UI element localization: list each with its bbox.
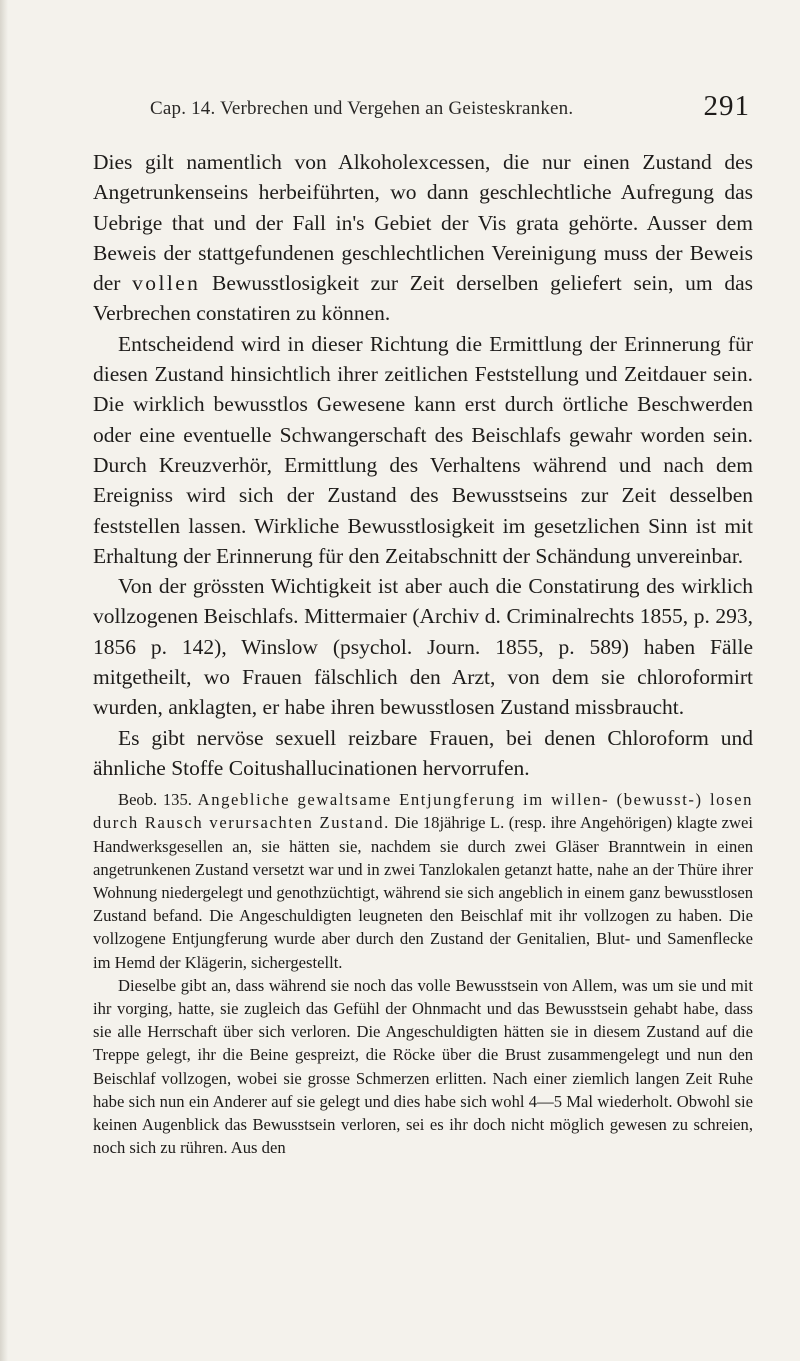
case-paragraph-2: Dieselbe gibt an, dass während sie noch das volle Bewusstsein von Allem, was um sie und mit ihr vorging, hatte, sie zugleich das Gefühl der Ohnmacht und das Bewusstsein gehabt habe, dass sie alle Herrschaft über sich verloren. Die Angeschuldigten hätten sie in diesem Zustand auf die Treppe gelegt, ihr die Beine gespreizt, die Röcke über die Brust zusammengelegt und nun den Beischlaf vollzogen, wobei sie grosse Schmerzen erlitten. Nach einer ziemlich langen Zeit Ruhe habe sich nun ein Anderer auf sie gelegt und dies habe sich wohl 4—5 Mal wiederholt. Obwohl sie keinen Augenblick das Bewusstsein verloren, sei es ihr doch nicht möglich gewesen zu schreien, noch sich zu rühren. Aus den (93, 975, 753, 1158)
page-header (100, 90, 750, 130)
main-text (93, 147, 753, 783)
page-number: 291 (703, 90, 750, 122)
paragraph-4: Es gibt nervöse sexuell reizbare Frauen, bei denen Chloroform und ähnliche Stoffe Coitushallucinationen hervorrufen. (93, 725, 753, 780)
case-label: Beob. 135. (118, 790, 192, 810)
case-paragraph-1 (93, 788, 753, 974)
paragraph-1 (93, 147, 753, 329)
case-report (93, 788, 753, 1159)
paragraph-1-start: Dies gilt namentlich von Alkoholexcessen, die nur einen Zustand des Angetrunkenseins herbeiführten, wo dann geschlechtliche Aufregung das Uebrige that und der Fall in's Gebiet der Vis grata gehörte. Ausser dem Beweis der stattgefundenen geschlechtlichen Vereinigung muss der Beweis der (93, 150, 753, 296)
running-head: Cap. 14. Verbrechen und Vergehen an Geisteskranken. (150, 98, 574, 119)
paragraph-1-end: Bewusstlosigkeit zur Zeit derselben geliefert sein, um das Verbrechen constatiren zu können. (93, 271, 753, 326)
emphasis-vollen: vollen (132, 271, 201, 296)
case-title: Angebliche gewaltsame Entjungferung im willen- (bewusst-) losen durch Rausch verursachten Zustand. (93, 790, 753, 833)
page-edge-shadow (0, 0, 8, 1361)
paragraph-3: Von der grössten Wichtigkeit ist aber auch die Constatirung des wirklich vollzogenen Beischlafs. Mittermaier (Archiv d. Criminalrechts 1855, p. 293, 1856 p. 142), Winslow (psychol. Journ. 1855, p. 589) haben Fälle mitgetheilt, wo Frauen fälschlich den Arzt, von dem sie chloroformirt wurden, anklagten, er habe ihren bewusstlosen Zustand missbraucht. (93, 574, 753, 720)
case-paragraph-1-text: Die 18jährige L. (resp. ihre Angehörigen) klagte zwei Handwerksgesellen an, sie hätten sie, nachdem sie durch zwei Gläser Branntwein in einen angetrunkenen Zustand versetzt war und in zwei Tanzlokalen getanzt hatte, nahe an der Thüre ihrer Wohnung niedergelegt und genothzüchtigt, während sie sich angeblich in einem ganz bewusstlosen Zustand befand. Die Angeschuldigten leugneten den Beischlaf mit ihr vollzogen zu haben. Die vollzogene Entjungferung wurde aber durch den Zustand der Genitalien, Blut- und Samenflecke im Hemd der Klägerin, sichergestellt. (93, 813, 754, 972)
paragraph-2: Entscheidend wird in dieser Richtung die Ermittlung der Erinnerung für diesen Zustand hinsichtlich ihrer zeitlichen Feststellung und Zeitdauer sein. Die wirklich bewusstlos Gewesene kann erst durch örtliche Beschwerden oder eine eventuelle Schwangerschaft des Beischlafs gewahr worden sein. Durch Kreuzverhör, Ermittlung des Verhaltens während und nach dem Ereigniss wird sich der Zustand des Bewusstseins zur Zeit desselben feststellen lassen. Wirkliche Bewusstlosigkeit im gesetzlichen Sinn ist mit Erhaltung der Erinnerung für den Zeitabschnitt der Schändung unvereinbar. (93, 331, 753, 568)
body-text (93, 147, 753, 1159)
